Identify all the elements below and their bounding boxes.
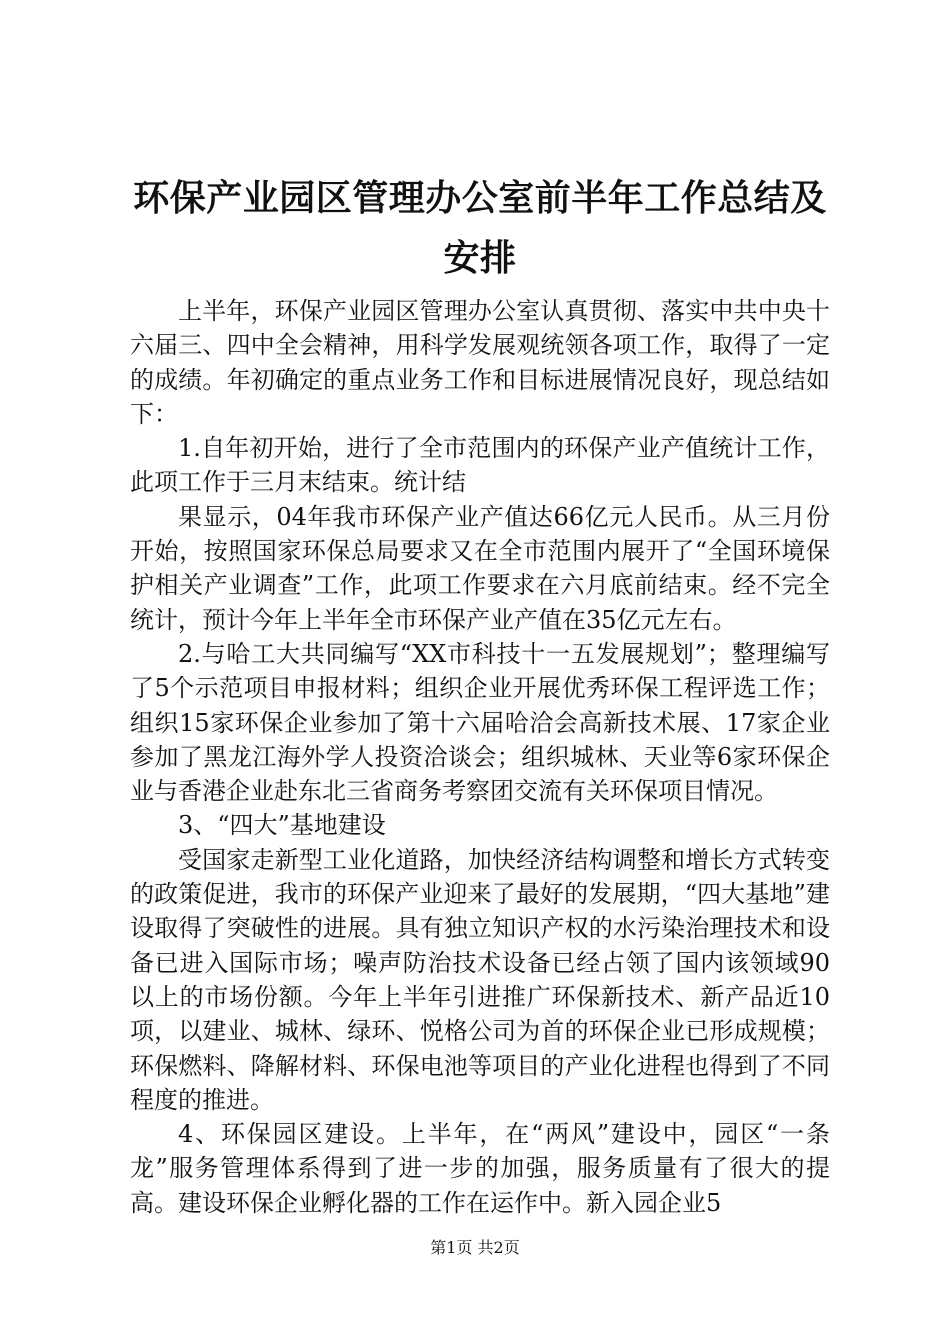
paragraph-item-3-heading: 3、“四大”基地建设: [178, 811, 386, 840]
paragraph-item-1-continued: 果显示，04年我市环保产业产值达66亿元人民币。从三月份开始，按照国家环保总局要求又在全市范围内展开了“全国环境保护相关产业调查”工作，此项工作要求在六月底前结束。经不完全统计，预计今年上半年全市环保产业产值在35亿元左右。: [130, 502, 830, 634]
paragraph-item-2: 2.与哈工大共同编写“XX市科技十一五发展规划”；整理编写了5个示范项目申报材料；组织企业开展优秀环保工程评选工作；组织15家环保企业参加了第十六届哈洽会高新技术展、17家企业参加了黑龙江海外学人投资洽谈会；组织城林、天业等6家环保企业与香港企业赴东北三省商务考察团交流有关环保项目情况。: [130, 639, 830, 806]
paragraph-item-1: 1.自年初开始，进行了全市范围内的环保产业产值统计工作，此项工作于三月末结束。统计结: [130, 434, 830, 497]
paragraph-item-4: 4、环保园区建设。上半年，在“两风”建设中，园区“一条龙”服务管理体系得到了进一步的加强，服务质量有了很大的提高。建设环保企业孵化器的工作在运作中。新入园企业5: [130, 1120, 830, 1217]
document-title: 环保产业园区管理办公室前半年工作总结及安排: [133, 177, 827, 279]
page-footer: 第1页 共2页: [430, 1238, 520, 1257]
document-body: [130, 294, 830, 1220]
paragraph-item-3-body: 受国家走新型工业化道路，加快经济结构调整和增长方式转变的政策促进，我市的环保产业迎来了最好的发展期，“四大基地”建设取得了突破性的进展。具有独立知识产权的水污染治理技术和设备已进入国际市场；噪声防治技术设备已经占领了国内该领域90以上的市场份额。今年上半年引进推广环保新技术、新产品近10项，以建业、城林、绿环、悦格公司为首的环保企业已形成规模；环保燃料、降解材料、环保电池等项目的产业化进程也得到了不同程度的推进。: [130, 845, 830, 1114]
paragraph-intro: 上半年，环保产业园区管理办公室认真贯彻、落实中共中央十六届三、四中全会精神，用科学发展观统领各项工作，取得了一定的成绩。年初确定的重点业务工作和目标进展情况良好，现总结如下：: [130, 297, 830, 428]
